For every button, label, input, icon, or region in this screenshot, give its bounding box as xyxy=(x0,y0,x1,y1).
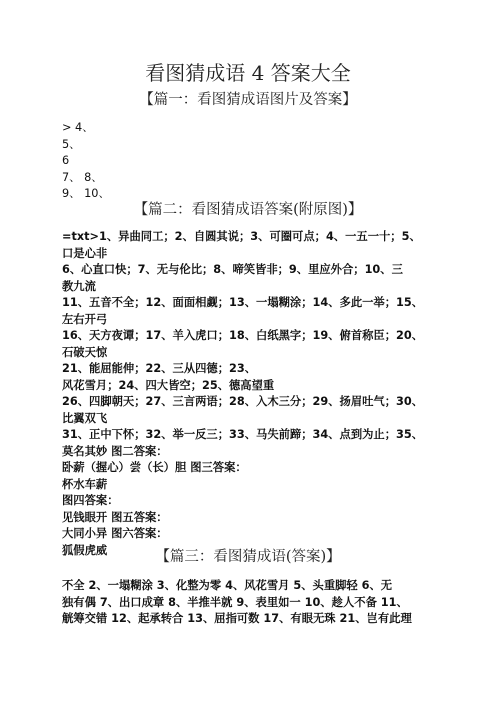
text-line: 杯水车薪 xyxy=(62,477,108,491)
section-heading-3: 【篇三：看图猜成语(答案)】 xyxy=(155,549,341,565)
text-line: > 4、 xyxy=(62,121,94,134)
section-heading-2: 【篇二：看图猜成语答案(附原图)】 xyxy=(133,202,363,218)
text-line: 莫名其妙 图二答案： xyxy=(62,444,168,458)
text-line: 狐假虎威 xyxy=(62,543,108,557)
text-line: 风花雪月；24、四大皆空；25、德高望重 xyxy=(62,378,275,392)
text-line: 11、五音不全；12、面面相觑；13、一塌糊涂；14、多此一举；15、 xyxy=(62,296,424,309)
text-line: 卧薪（握心）尝（长）胆 图三答案： xyxy=(62,461,247,474)
text-line: =txt>1、异曲同工；2、自圆其说；3、可圈可点；4、一五一十；5、 xyxy=(62,230,421,243)
section-body-1 xyxy=(62,120,452,203)
text-line: 31、正中下怀；32、举一反三；33、马失前蹄；34、点到为止；35、 xyxy=(62,428,424,441)
document-title: 看图猜成语 4 答案大全 xyxy=(145,61,351,85)
text-line: 不全 2、一塌糊涂 3、化整为零 4、风花雪月 5、头重脚轻 6、无 xyxy=(62,579,393,592)
text-line: 大同小异 图六答案： xyxy=(62,527,168,540)
text-line: 6 xyxy=(62,154,70,167)
text-line: 5、 xyxy=(62,137,81,151)
text-line: 9、 10、 xyxy=(62,187,110,200)
text-line: 左右开弓 xyxy=(62,312,108,326)
text-line: 26、四脚朝天；27、三言两语；28、入木三分；29、扬眉吐气；30、 xyxy=(62,395,424,408)
text-line: 口是心非 xyxy=(62,246,108,260)
text-line: 见钱眼开 图五答案： xyxy=(62,510,168,524)
text-line: 21、能屈能伸；22、三从四德；23、 xyxy=(62,362,257,375)
text-line: 图四答案： xyxy=(62,494,119,507)
text-line: 7、 8、 xyxy=(62,170,103,184)
text-line: 比翼双飞 xyxy=(62,411,108,425)
text-line: 觥筹交错 12、起承转合 13、屈指可数 17、有眼无珠 21、岂有此理 xyxy=(62,612,412,625)
text-line: 独有偶 7、出口成章 8、半推半就 9、表里如一 10、趁人不备 11、 xyxy=(62,595,408,609)
section-body-3 xyxy=(62,578,452,628)
text-line: 6、心直口快；7、无与伦比；8、啼笑皆非；9、里应外合；10、三 xyxy=(62,263,403,276)
text-line: 教九流 xyxy=(62,279,96,293)
section-body-2 xyxy=(62,229,452,559)
section-heading-1: 【篇一：看图猜成语图片及答案】 xyxy=(139,92,357,108)
text-line: 16、天方夜谭；17、羊入虎口；18、白纸黑字；19、俯首称臣；20、 xyxy=(62,329,424,342)
text-line: 石破天惊 xyxy=(62,345,108,359)
